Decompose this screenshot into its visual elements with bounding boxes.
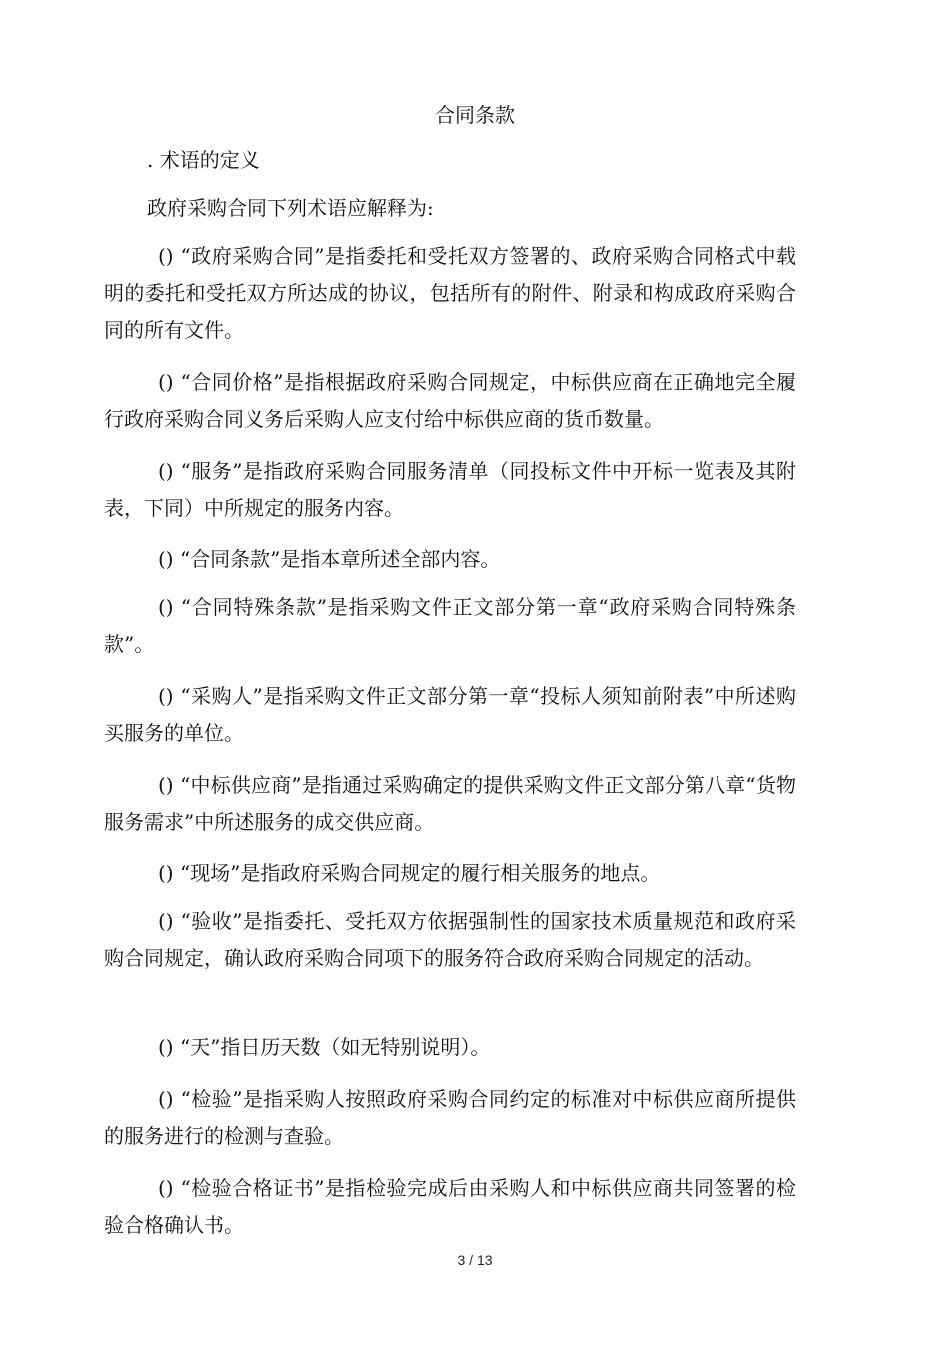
definition-contract-price: () “合同价格”是指根据政府采购合同规定，中标供应商在正确地完全履行政府采购合同义务后采购人应支付给中标供应商的货币数量。: [104, 370, 796, 431]
definition-contract-terms: () “合同条款”是指本章所述全部内容。: [158, 547, 501, 571]
intro-paragraph: 政府采购合同下列术语应解释为:: [147, 196, 434, 220]
definition-service: () “服务”是指政府采购合同服务清单（同投标文件中开标一览表及其附表，下同）中所规定的服务内容。: [104, 459, 796, 520]
definition-day: () “天”指日历天数（如无特别说明）。: [158, 1035, 491, 1059]
definition-site: () “现场”是指政府采购合同规定的履行相关服务的地点。: [158, 861, 661, 885]
document-title: 合同条款: [435, 103, 515, 127]
definition-special-terms: () “合同特殊条款”是指采购文件正文部分第一章“政府采购合同特殊条款”。: [104, 595, 796, 656]
definition-winning-supplier: () “中标供应商”是指通过采购确定的提供采购文件正文部分第八章“货物服务需求”中所述服务的成交供应商。: [104, 773, 796, 834]
definition-purchaser: () “采购人”是指采购文件正文部分第一章“投标人须知前附表”中所述购买服务的单位。: [104, 684, 796, 745]
section-heading: . 术语的定义: [147, 148, 260, 172]
page-number: 3 / 13: [457, 1252, 493, 1268]
definition-acceptance: () “验收”是指委托、受托双方依据强制性的国家技术质量规范和政府采购合同规定，确认政府采购合同项下的服务符合政府采购合同规定的活动。: [104, 909, 796, 970]
definition-contract: () “政府采购合同”是指委托和受托双方签署的、政府采购合同格式中载明的委托和受托双方所达成的协议，包括所有的附件、附录和构成政府采购合同的所有文件。: [104, 244, 796, 342]
definition-inspection: () “检验”是指采购人按照政府采购合同约定的标准对中标供应商所提供的服务进行的检测与查验。: [104, 1087, 796, 1148]
definition-inspection-certificate: () “检验合格证书”是指检验完成后由采购人和中标供应商共同签署的检验合格确认书。: [104, 1176, 796, 1237]
